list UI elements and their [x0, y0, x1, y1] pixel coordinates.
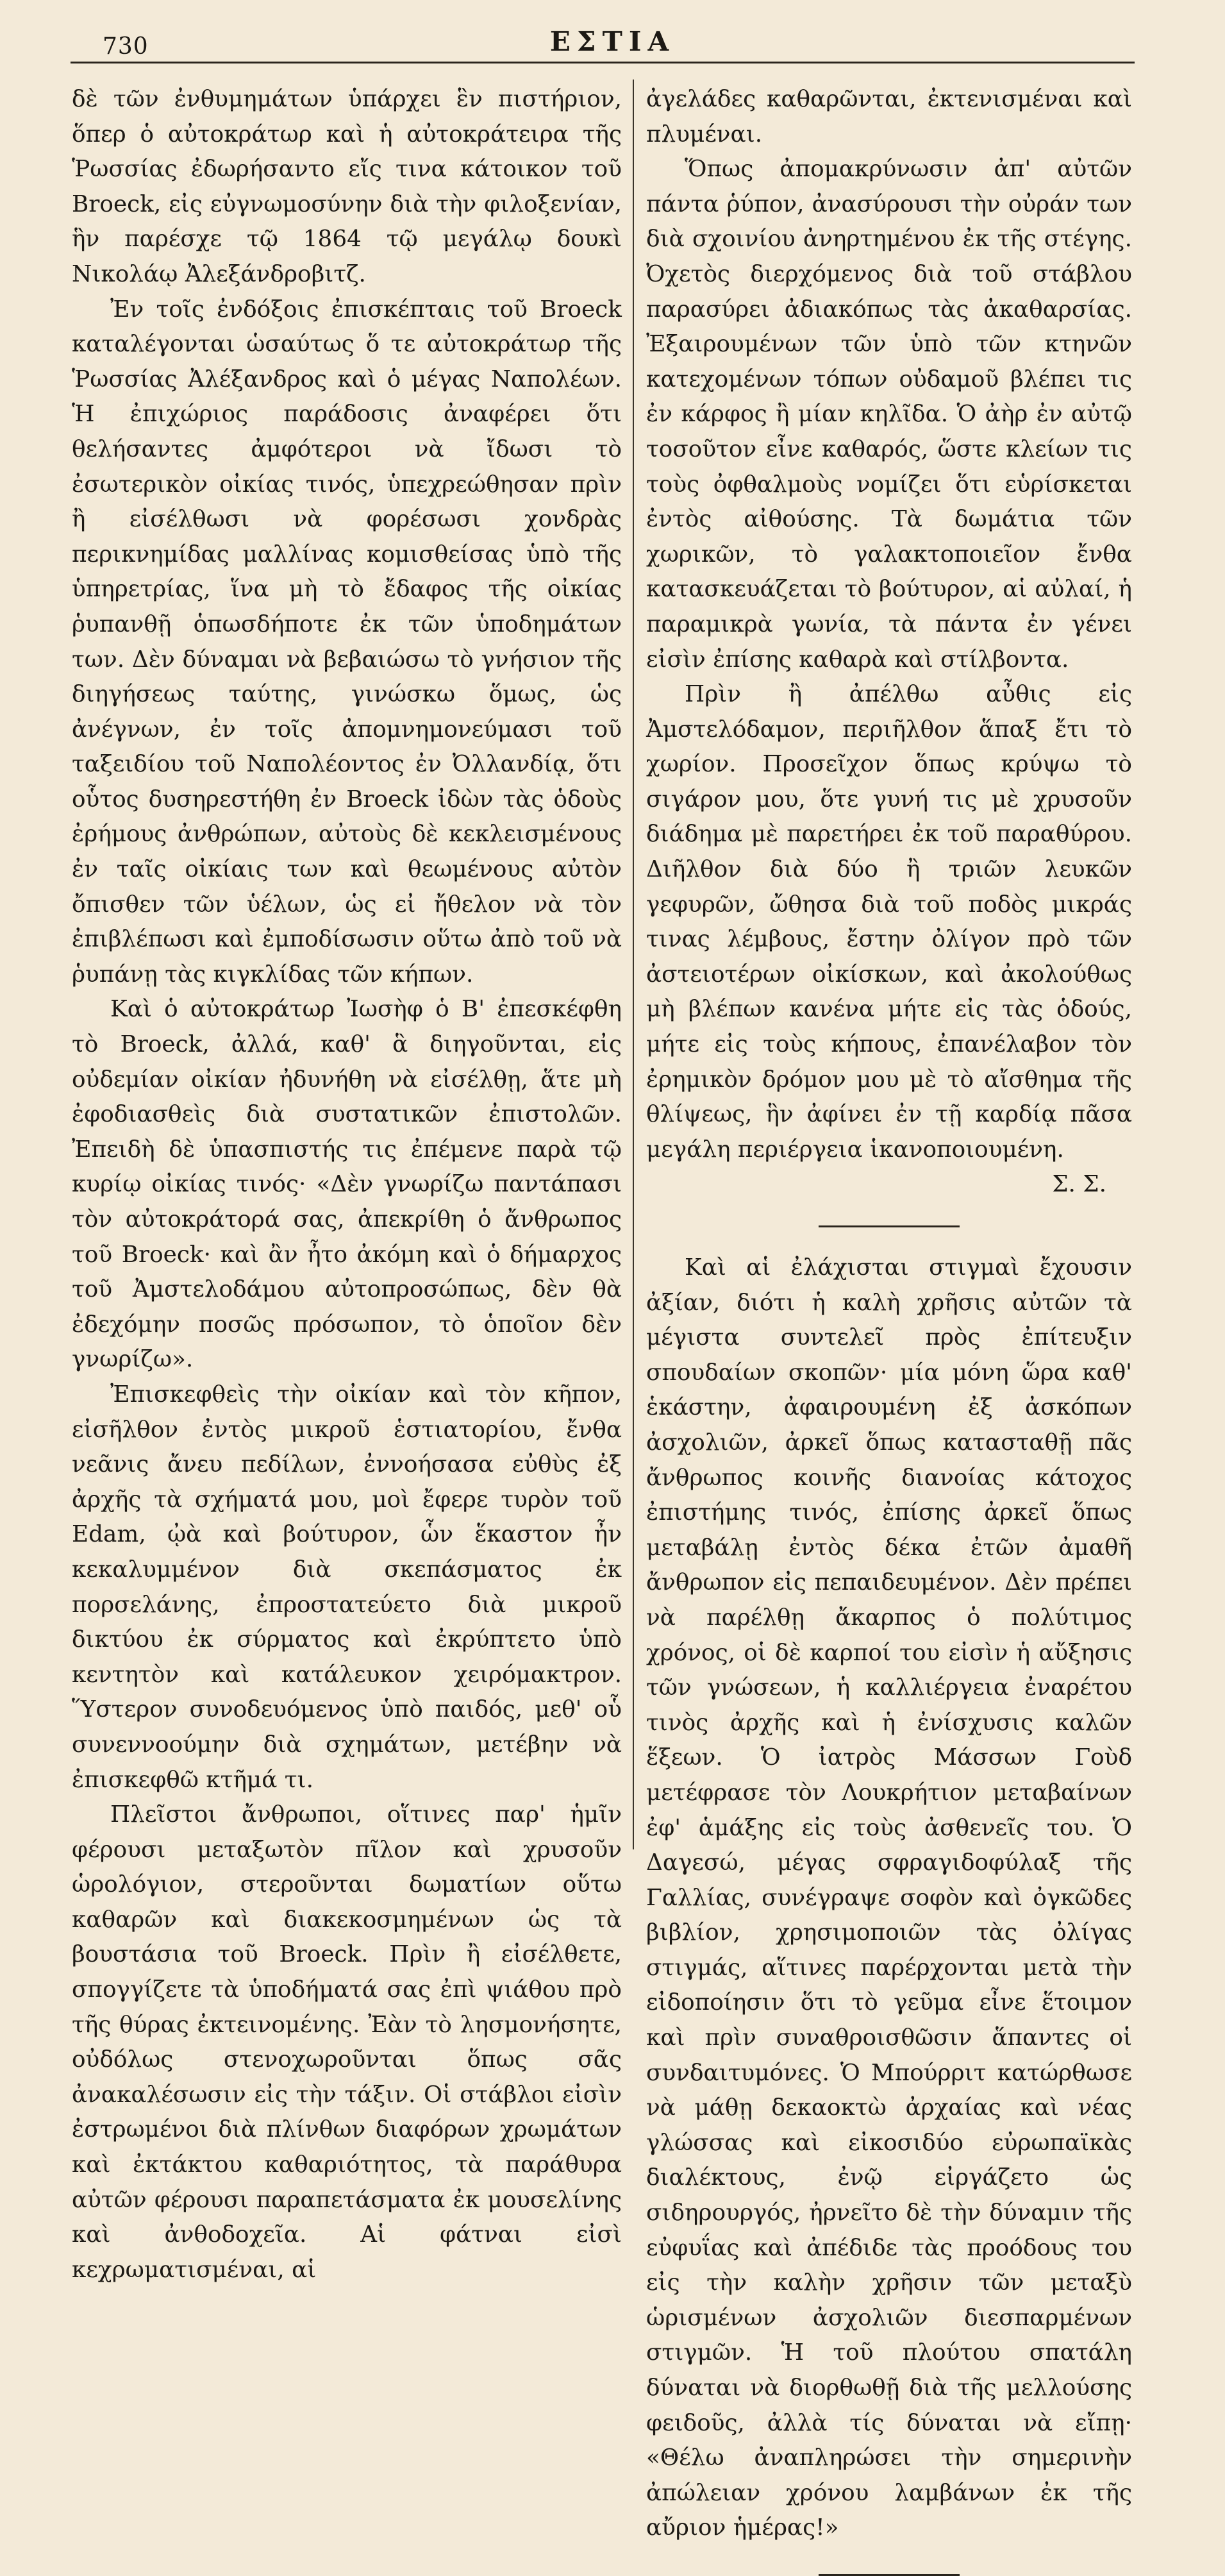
paragraph: Ἐν τοῖς ἐνδόξοις ἐπισκέπταις τοῦ Broeck καταλέγονται ὡσαύτως ὅ τε αὐτοκράτωρ τῆς Ῥωσσίας Ἀλέξανδρος καὶ ὁ μέγας Ναπολέων. Ἡ ἐπιχώριος παράδοσις ἀναφέρει ὅτι θελήσαντες ἀμφότεροι νὰ ἴδωσι τὸ ἐσωτερικὸν οἰκίας τινός, ὑπεχρεώθησαν πρὶν ἢ εἰσέλθωσι νὰ φορέσωσι χονδρὰς περικνημίδας μαλλίνας κομισθείσας ὑπὸ τῆς ὑπηρετρίας, ἵνα μὴ τὸ ἔδαφος τῆς οἰκίας ῥυπανθῇ ὁπωσδήποτε ἐκ τῶν ὑποδημάτων των. Δὲν δύναμαι νὰ βεβαιώσω τὸ γνήσιον τῆς διηγήσεως ταύτης, γινώσκω ὅμως, ὡς ἀνέγνων, ἐν τοῖς ἀπομνημονεύμασι τοῦ ταξειδίου τοῦ Ναπολέοντος ἐν Ὀλλανδίᾳ, ὅτι οὗτος δυσηρεστήθη ἐν Broeck ἰδὼν τὰς ὁδοὺς ἐρήμους ἀνθρώπων, αὐτοὺς δὲ κεκλεισμένους ἐν ταῖς οἰκίαις των καὶ θεωμένους αὐτὸν ὄπισθεν τῶν ὑέλων, ὡς εἰ ἤθελον νὰ τὸν ἐπιβλέπωσι καὶ ἐμποδίσωσιν οὕτω ἀπὸ τοῦ νὰ ῥυπάνῃ τὰς κιγκλίδας τῶν κήπων.	[72, 296, 622, 988]
paragraph: ἀγελάδες καθαρῶνται, ἐκτενισμέναι καὶ πλυμέναι.	[646, 86, 1132, 147]
running-head: ΕΣΤΙΑ	[549, 26, 676, 57]
header-rule	[71, 62, 1135, 63]
left-column	[72, 82, 622, 2287]
paragraph: Καὶ αἱ ἐλάχισται στιγμαὶ ἔχουσιν ἀξίαν, διότι ἡ καλὴ χρῆσις αὐτῶν τὰ μέγιστα συντελεῖ πρὸς ἐπίτευξιν σπουδαίων σκοπῶν· μία μόνη ὥρα καθ' ἑκάστην, ἀφαιρουμένη ἐξ ἀσκόπων ἀσχολιῶν, ἀρκεῖ ὅπως κατασταθῇ πᾶς ἄνθρωπος κοινῆς διανοίας κάτοχος ἐπιστήμης τινός, ἐπίσης ἀρκεῖ ὅπως μεταβάλῃ ἐντὸς δέκα ἐτῶν ἀμαθῆ ἄνθρωπον εἰς πεπαιδευμένον. Δὲν πρέπει νὰ παρέλθῃ ἄκαρπος ὁ πολύτιμος χρόνος, οἱ δὲ καρποί του εἰσὶν ἡ αὔξησις τῶν γνώσεων, ἡ καλλιέργεια ἐναρέτου τινὸς ἀρχῆς καὶ ἡ ἐνίσχυσις καλῶν ἕξεων. Ὁ ἰατρὸς Μάσσων Γοὺδ μετέφρασε τὸν Λουκρήτιον μεταβαίνων ἐφ' ἁμάξης εἰς τοὺς ἀσθενεῖς του. Ὁ Δαγεσώ, μέγας σφραγιδοφύλαξ τῆς Γαλλίας, συνέγραψε σοφὸν καὶ ὀγκῶδες βιβλίον, χρησιμοποιῶν τὰς ὀλίγας στιγμάς, αἵτινες παρέρχονται μετὰ τὴν εἰδοποίησιν ὅτι τὸ γεῦμα εἶνε ἕτοιμον καὶ πρὶν συναθροισθῶσιν ἅπαντες οἱ συνδαιτυμόνες. Ὁ Μπούρριτ κατώρθωσε νὰ μάθῃ δεκαοκτὼ ἀρχαίας καὶ νέας γλώσσας καὶ εἰκοσιδύο εὐρωπαϊκὰς διαλέκτους, ἐνῷ εἰργάζετο ὡς σιδηρουργός, ἠρνεῖτο δὲ τὴν δύναμιν τῆς εὐφυΐας καὶ ἀπέδιδε τὰς προόδους του εἰς τὴν καλὴν χρῆσιν τῶν μεταξὺ ὡρισμένων ἀσχολιῶν διεσπαρμένων στιγμῶν. Ἡ τοῦ πλούτου σπατάλη δύναται νὰ διορθωθῇ διὰ τῆς μελλούσης φειδοῦς, ἀλλὰ τίς δύναται νὰ εἴπῃ· «Θέλω ἀναπληρώσει τὴν σημερινὴν ἀπώλειαν χρόνου λαμβάνων ἐκ τῆς αὔριον ἡμέρας!»	[646, 1254, 1132, 2541]
paragraph: Πλεῖστοι ἄνθρωποι, οἵτινες παρ' ἡμῖν φέρουσι μεταξωτὸν πῖλον καὶ χρυσοῦν ὡρολόγιον, στεροῦνται δωματίων οὕτω καθαρῶν καὶ διακεκοσμημένων ὡς τὰ βουστάσια τοῦ Broeck. Πρὶν ἢ εἰσέλθετε, σπογγίζετε τὰ ὑποδήματά σας ἐπὶ ψιάθου πρὸ τῆς θύρας ἐκτεινομένης. Ἐὰν τὸ λησμονήσητε, οὐδόλως στενοχωροῦνται ὅπως σᾶς ἀνακαλέσωσιν εἰς τὴν τάξιν. Οἱ στάβλοι εἰσὶν ἐστρωμένοι διὰ πλίνθων διαφόρων χρωμάτων καὶ ἐκτάκτου καθαριότητος, τὰ παράθυρα αὐτῶν φέρουσι παραπετάσματα ἐκ μουσελίνης καὶ ἀνθοδοχεῖα. Αἱ φάτναι εἰσὶ κεχρωματισμέναι, αἱ	[72, 1801, 622, 2283]
right-column	[646, 82, 1132, 2576]
column-divider	[633, 80, 634, 1849]
author-signature: Σ. Σ.	[1052, 1171, 1106, 1198]
paragraph: Ἐπισκεφθεὶς τὴν οἰκίαν καὶ τὸν κῆπον, εἰσῆλθον ἐντὸς μικροῦ ἑστιατορίου, ἔνθα νεᾶνις ἄνευ πεδίλων, ἐννοήσασα εὐθὺς ἐξ ἀρχῆς τὰ σχήματά μου, μοὶ ἔφερε τυρὸν τοῦ Edam, ᾠὰ καὶ βούτυρον, ὧν ἕκαστον ἦν κεκαλυμμένον διὰ σκεπάσματος ἐκ πορσελάνης, ἐπροστατεύετο διὰ μικροῦ δικτύου ἐκ σύρματος καὶ ἐκρύπτετο ὑπὸ κεντητὸν καὶ κατάλευκον χειρόμακτρον. Ὕστερον συνοδευόμενος ὑπὸ παιδός, μεθ' οὗ συνεννοούμην διὰ σχημάτων, μετέβην νὰ ἐπισκεφθῶ κτῆμά τι.	[72, 1381, 622, 1793]
page-number: 730	[103, 33, 149, 60]
paragraph: δὲ τῶν ἐνθυμημάτων ὑπάρχει ἓν πιστήριον, ὅπερ ὁ αὐτοκράτωρ καὶ ἡ αὐτοκράτειρα τῆς Ῥωσσίας ἐδωρήσαντο εἴς τινα κάτοικον τοῦ Broeck, εἰς εὐγνωμοσύνην διὰ τὴν φιλοξενίαν, ἣν παρέσχε τῷ 1864 τῷ μεγάλῳ δουκὶ Νικολάῳ Ἀλεξάνδροβιτζ.	[72, 86, 622, 287]
paragraph: Καὶ ὁ αὐτοκράτωρ Ἰωσὴφ ὁ Β' ἐπεσκέφθη τὸ Broeck, ἀλλά, καθ' ἃ διηγοῦνται, εἰς οὐδεμίαν οἰκίαν ἠδυνήθη νὰ εἰσέλθῃ, ἅτε μὴ ἐφοδιασθεὶς διὰ συστατικῶν ἐπιστολῶν. Ἐπειδὴ δὲ ὑπασπιστής τις ἐπέμενε παρὰ τῷ κυρίῳ οἰκίας τινός· «Δὲν γνωρίζω παντάπασι τὸν αὐτοκράτορά σας, ἀπεκρίθη ὁ ἄνθρωπος τοῦ Broeck· καὶ ἂν ἦτο ἀκόμη καὶ ὁ δήμαρχος τοῦ Ἀμστελοδάμου αὐτοπροσώπως, δὲν θὰ ἐδεχόμην ποσῶς πρόσωπον, τὸ ὁποῖον δὲν γνωρίζω».	[72, 996, 622, 1373]
section-divider	[819, 1225, 960, 1227]
paragraph: Ὅπως ἀπομακρύνωσιν ἀπ' αὐτῶν πάντα ῥύπον, ἀνασύρουσι τὴν οὐράν των διὰ σχοινίου ἀνηρτημένου ἐκ τῆς στέγης. Ὀχετὸς διερχόμενος διὰ τοῦ στάβλου παρασύρει ἀδιακόπως τὰς ἀκαθαρσίας. Ἐξαιρουμένων τῶν ὑπὸ τῶν κτηνῶν κατεχομένων τόπων οὐδαμοῦ βλέπει τις ἐν κάρφος ἢ μίαν κηλῖδα. Ὁ ἀὴρ ἐν αὐτῷ τοσοῦτον εἶνε καθαρός, ὥστε κλείων τις τοὺς ὀφθαλμοὺς νομίζει ὅτι εὑρίσκεται ἐντὸς αἰθούσης. Τὰ δωμάτια τῶν χωρικῶν, τὸ γαλακτοποιεῖον ἔνθα κατασκευάζεται τὸ βούτυρον, αἱ αὐλαί, ἡ παραμικρὰ γωνία, τὰ πάντα ἐν γένει εἰσὶν ἐπίσης καθαρὰ καὶ στίλβοντα.	[646, 156, 1132, 673]
paragraph: Πρὶν ἢ ἀπέλθω αὖθις εἰς Ἀμστελόδαμον, περιῆλθον ἅπαξ ἔτι τὸ χωρίον. Προσεῖχον ὅπως κρύψω τὸ σιγάρον μου, ὅτε γυνή τις μὲ χρυσοῦν διάδημα μὲ παρετήρει ἐκ τοῦ παραθύρου. Διῆλθον διὰ δύο ἢ τριῶν λευκῶν γεφυρῶν, ὤθησα διὰ τοῦ ποδὸς μικράς τινας λέμβους, ἔστην ὀλίγον πρὸ τῶν ἀστειοτέρων οἰκίσκων, καὶ ἀκολούθως μὴ βλέπων κανένα μήτε εἰς τὰς ὁδούς, μήτε εἰς τοὺς κήπους, ἐπανέλαβον τὸν ἐρημικὸν δρόμον μου μὲ τὸ αἴσθημα τῆς θλίψεως, ἣν ἀφίνει ἐν τῇ καρδίᾳ πᾶσα μεγάλη περιέργεια ἱκανοποιουμένη.	[646, 681, 1132, 1163]
